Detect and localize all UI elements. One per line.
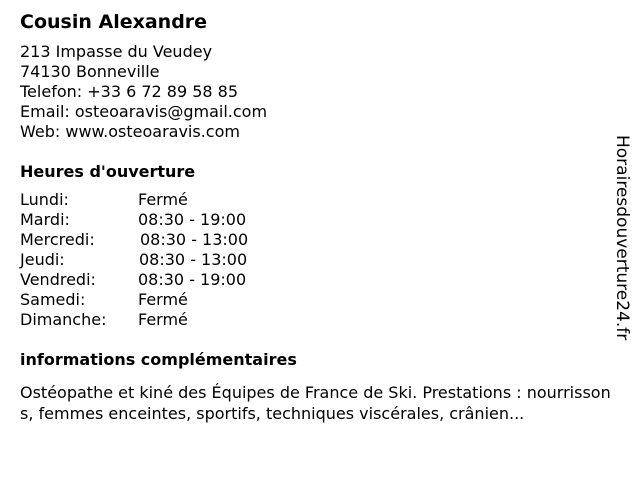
opening-hours-heading: Heures d'ouverture: [20, 162, 196, 181]
hours-row-wednesday: [20, 230, 615, 250]
day-label: Mardi:: [20, 210, 70, 229]
day-hours: 08:30 - 13:00: [140, 230, 249, 249]
day-hours: 08:30 - 13:00: [139, 250, 248, 269]
day-hours: 08:30 - 19:00: [138, 270, 247, 289]
day-hours: 08:30 - 19:00: [138, 210, 247, 229]
hours-row-tuesday: [20, 210, 615, 230]
additional-info-text: Ostéopathe et kiné des Équipes de France de Ski. Prestations : nourrissons, femmes enceintes, sportifs, techniques viscérales, crânien...: [20, 383, 611, 423]
additional-info-heading: informations complémentaires: [20, 350, 297, 369]
hours-row-friday: [20, 270, 615, 290]
day-label: Vendredi:: [20, 270, 96, 289]
day-label: Jeudi:: [20, 250, 65, 269]
day-hours: Fermé: [138, 310, 188, 329]
phone-line: Telefon: +33 6 72 89 58 85: [20, 82, 239, 101]
web-line: Web: www.osteoaravis.com: [20, 122, 240, 141]
day-label: Lundi:: [20, 190, 69, 209]
business-card: [20, 10, 615, 424]
day-label: Dimanche:: [20, 310, 107, 329]
business-name: Cousin Alexandre: [20, 11, 208, 33]
hours-row-saturday: [20, 290, 615, 310]
day-hours: Fermé: [138, 190, 188, 209]
hours-row-thursday: [20, 250, 615, 270]
day-hours: Fermé: [138, 290, 188, 309]
address-city: 74130 Bonneville: [20, 62, 160, 81]
address-street: 213 Impasse du Veudey: [20, 42, 213, 61]
site-watermark: Horairesdouverture24.fr: [612, 135, 632, 341]
hours-row-sunday: [20, 310, 615, 330]
day-label: Samedi:: [20, 290, 86, 309]
day-label: Mercredi:: [20, 230, 95, 249]
hours-row-monday: [20, 190, 615, 210]
email-line: Email: osteoaravis@gmail.com: [20, 102, 268, 121]
